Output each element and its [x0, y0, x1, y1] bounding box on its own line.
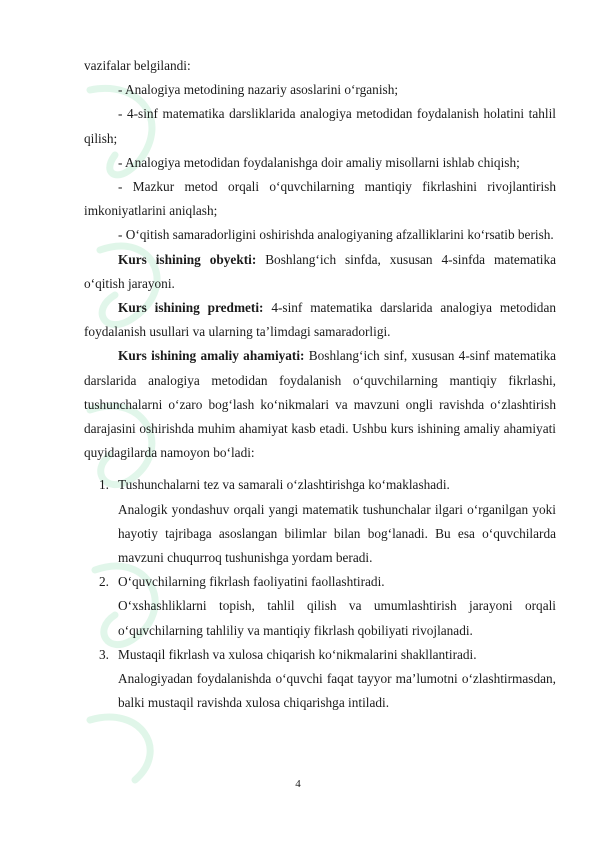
subject-label: Kurs ishining predmeti:: [118, 300, 264, 316]
object-text: Boshlang‘ich sinfda, xususan 4-sinfda matematika o‘qitish jarayoni.: [84, 251, 557, 291]
list-item: [84, 473, 556, 570]
list-item: [84, 643, 556, 716]
list-description: Analogiyadan foydalanishda o‘quvchi faqat tayyor ma’lumotni o‘zlashtirmasdan, balki mustaqil ravishda xulosa chiqarishga intiladi.: [118, 671, 556, 711]
list-title: O‘quvchilarning fikrlash faoliyatini faollashtiradi.: [118, 574, 385, 590]
page-content: [84, 54, 556, 715]
page-number: 4: [295, 778, 301, 790]
task-item: - Analogiya metodidan foydalanishga doir amaliy misollarni ishlab chiqish;: [118, 154, 520, 170]
list-description: O‘xshashliklarni topish, tahlil qilish va umumlashtirish jarayoni orqali o‘quvchilarning tahliliy va mantiqiy fikrlash qobiliyati rivojlanadi.: [118, 598, 556, 638]
list-number: 3.: [99, 646, 109, 662]
list-item: [84, 570, 556, 643]
task-item: - Analogiya metodining nazariy asoslarini o‘rganish;: [118, 82, 399, 98]
list-number: 2.: [99, 574, 109, 590]
task-item: - 4-sinf matematika darsliklarida analogiya metodidan foydalanish holatini tahlil qilish;: [84, 106, 556, 146]
practical-paragraph: [84, 344, 556, 465]
task-item: - Mazkur metod orqali o‘quvchilarning mantiqiy fikrlashini rivojlantirish imkoniyatlarini aniqlash;: [84, 179, 556, 219]
subject-paragraph: [84, 296, 556, 344]
practical-text: Boshlang‘ich sinf, xususan 4-sinf matematika darslarida analogiya metodidan foydalanish o‘quvchilarning mantiqiy fikrlashi, tushunchalarni o‘zaro bog‘lash ko‘nikmalari va mavzuni ongli ravishda o‘zlashtirish darajasini oshirishda muhim ahamiyat kasb etadi. Ushbu kurs ishining amaliy ahamiyati quyidagilarda namoyon bo‘ladi:: [84, 348, 557, 461]
object-paragraph: [84, 248, 556, 296]
task-item: - O‘qitish samaradorligini oshirishda analogiyaning afzalliklarini ko‘rsatib berish.: [118, 227, 554, 243]
list-number: 1.: [99, 477, 109, 493]
object-label: Kurs ishining obyekti:: [118, 251, 257, 267]
list-title: Mustaqil fikrlash va xulosa chiqarish ko‘nikmalarini shakllantiradi.: [118, 646, 477, 662]
watermark-glyph: [90, 717, 150, 780]
intro-line: vazifalar belgilandi:: [84, 58, 191, 73]
subject-text: 4-sinf matematika darslarida analogiya metodidan foydalanish usullari va ularning ta’limdagi samaradorligi.: [84, 300, 557, 340]
list-description: Analogik yondashuv orqali yangi matematik tushunchalar ilgari o‘rganilgan yoki hayotiy tajribaga asoslangan bilimlar bilan bog‘lanadi. Bu esa o‘quvchilarda mavzuni chuqurroq tushunishga yordam beradi.: [118, 501, 556, 566]
practical-label: Kurs ishining amaliy ahamiyati:: [118, 348, 305, 364]
list-title: Tushunchalarni tez va samarali o‘zlashtirishga ko‘maklashadi.: [118, 477, 450, 493]
